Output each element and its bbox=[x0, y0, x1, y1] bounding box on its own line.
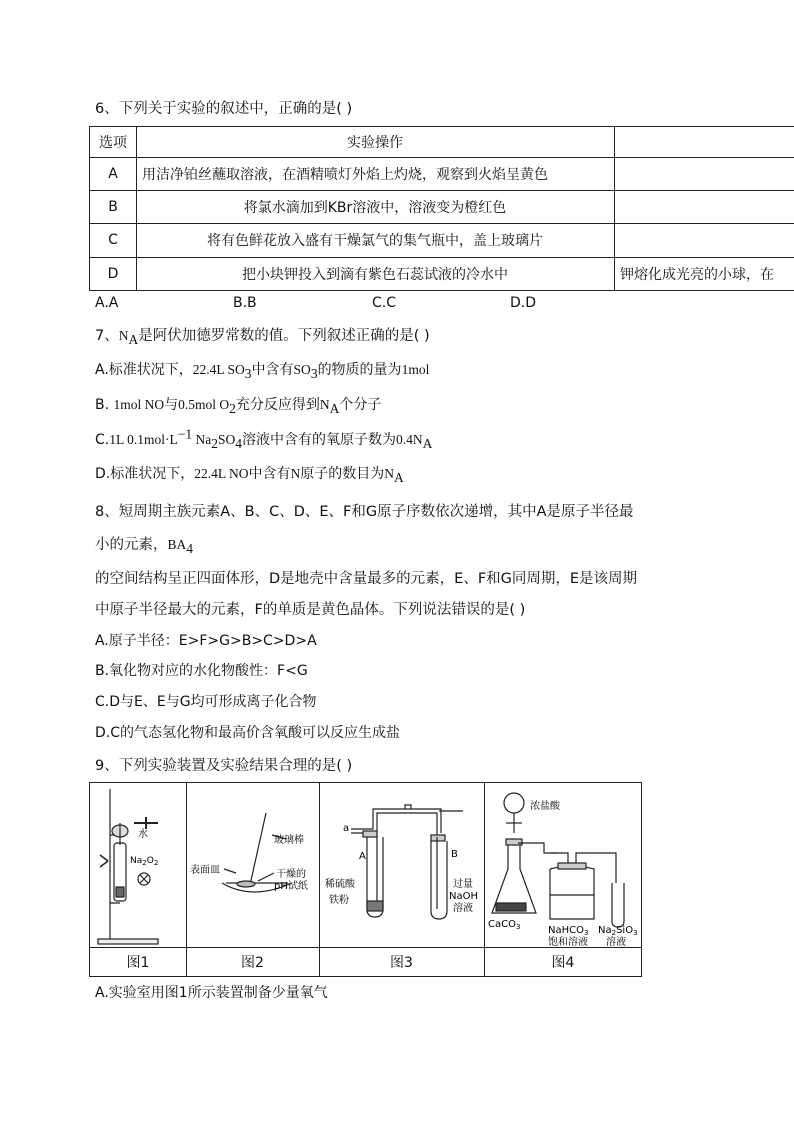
svg-text:CaCO3: CaCO$_3$ bbox=[488, 919, 521, 931]
fig1-water-label: 水 bbox=[138, 829, 148, 840]
figure-1-oxygen-apparatus bbox=[90, 783, 186, 947]
figure-3-iron-hydroxide bbox=[319, 783, 484, 947]
svg-text:铁粉: 铁粉 bbox=[329, 895, 349, 906]
svg-text:NaOH: NaOH bbox=[449, 891, 478, 902]
question-7-option-b: B. 1mol NO与0.5mol $O_2$充分反应得到$N_A$个分子 bbox=[95, 397, 382, 416]
svg-text:pH试纸: pH试纸 bbox=[274, 881, 308, 892]
table-row-operation: 将有色鲜花放入盛有干燥氯气的集气瓶中，盖上玻璃片 bbox=[207, 233, 543, 249]
figure-3-caption: 图3 bbox=[390, 955, 413, 971]
choice-b: B.B bbox=[233, 295, 257, 311]
table-row-operation: 把小块钾投入到滴有紫色石蕊试液的冷水中 bbox=[242, 267, 508, 283]
svg-text:Na2O2: $Na_2O_2$ bbox=[130, 856, 159, 867]
question-8-line-1: 8、短周期主族元素A、B、C、D、E、F和G原子序数依次递增，其中A是原子半径最 bbox=[95, 504, 634, 520]
table-row-option: B bbox=[108, 198, 118, 215]
table-header-operation: 实验操作 bbox=[347, 135, 403, 151]
table-header-option: 选项 bbox=[99, 135, 127, 151]
figure-2-ph-test bbox=[186, 783, 319, 947]
question-9-option-a: A.实验室用图1所示装置制备少量氧气 bbox=[95, 985, 328, 1001]
question-7-stem: 7、$N_A$是阿伏加德罗常数的值。下列叙述正确的是( ) bbox=[95, 328, 430, 347]
table-row-option: C bbox=[108, 232, 118, 248]
question-8-option-a: A.原子半径：E>F>G>B>C>D>A bbox=[95, 633, 317, 649]
figure-4-acidity-comparison bbox=[484, 783, 642, 947]
question-8-option-c: C.D与E、E与G均可形成离子化合物 bbox=[95, 694, 317, 710]
svg-text:Na2SiO3: $Na_2SiO_3$ bbox=[598, 925, 638, 937]
question-8-line-3: 的空间结构呈正四面体形，D是地壳中含量最多的元素，E、F和G同周期，E是该周期 bbox=[95, 571, 638, 587]
question-8-option-d: D.C的气态氢化物和最高价含氧酸可以反应生成盐 bbox=[95, 725, 401, 741]
question-8-option-b: B.氧化物对应的水化物酸性：F<G bbox=[95, 663, 308, 679]
question-6-stem: 6、下列关于实验的叙述中，正确的是( ) bbox=[95, 101, 353, 117]
fig2-dish-label: 表面皿 bbox=[190, 865, 220, 876]
choice-d: D.D bbox=[510, 295, 537, 311]
choice-a: A.A bbox=[95, 295, 119, 311]
svg-text:干燥的: 干燥的 bbox=[276, 869, 306, 880]
svg-text:a: a bbox=[343, 823, 350, 834]
choice-c: C.C bbox=[372, 295, 397, 311]
table-row-result: 钾熔化成光亮的小球，在 bbox=[620, 267, 774, 283]
figure-2-caption: 图2 bbox=[241, 955, 264, 971]
question-8-line-2: 小的元素，$BA_4$ bbox=[95, 537, 194, 556]
svg-text:过量: 过量 bbox=[453, 879, 473, 890]
svg-text:饱和溶液: 饱和溶液 bbox=[548, 937, 588, 947]
question-7-option-a: A.标准状况下，22.4L $SO_3$中含有$SO_3$的物质的量为1mol bbox=[95, 362, 430, 381]
table-row-operation: 将氯水滴加到KBr溶液中，溶液变为橙红色 bbox=[243, 199, 507, 216]
table-row-operation: 用洁净铂丝蘸取溶液，在酒精喷灯外焰上灼烧，观察到火焰呈黄色 bbox=[142, 166, 548, 183]
experiment-table bbox=[89, 126, 794, 291]
question-9-stem: 9、下列实验装置及实验结果合理的是( ) bbox=[95, 758, 353, 774]
fig2-rod-label: 玻璃棒 bbox=[274, 835, 304, 846]
figure-1-caption: 图1 bbox=[126, 955, 150, 971]
figure-4-caption: 图4 bbox=[551, 955, 575, 971]
question-7-option-c: C.1L $0.1mol\cdot L^{-1}$ $Na_2SO_4$溶液中含有的氧原子数为$0.4N_A$ bbox=[95, 426, 433, 451]
svg-text:稀硫酸: 稀硫酸 bbox=[325, 879, 355, 890]
svg-text:浓盐酸: 浓盐酸 bbox=[530, 801, 560, 812]
svg-text:A: A bbox=[359, 851, 366, 862]
svg-text:溶液: 溶液 bbox=[606, 937, 626, 947]
svg-text:B: B bbox=[451, 849, 458, 860]
question-8-line-4: 中原子半径最大的元素，F的单质是黄色晶体。下列说法错误的是( ) bbox=[95, 602, 526, 618]
apparatus-figure-table bbox=[89, 782, 642, 977]
svg-text:溶液: 溶液 bbox=[453, 903, 473, 914]
table-row-option: A bbox=[108, 165, 118, 182]
svg-text:NaHCO3: NaHCO$_3$ bbox=[548, 925, 589, 937]
table-row-option: D bbox=[107, 266, 119, 282]
question-7-option-d: D.标准状况下，22.4L NO中含有N原子的数目为$N_A$ bbox=[95, 466, 404, 485]
